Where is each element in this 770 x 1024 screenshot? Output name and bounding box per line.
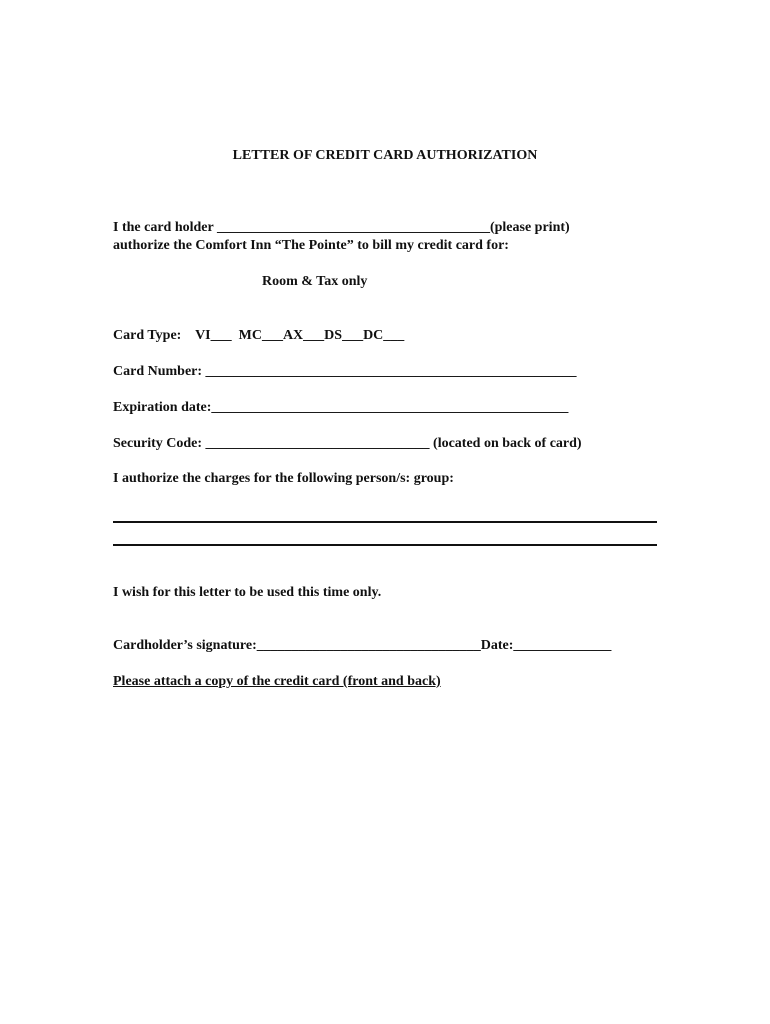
room-tax-only-label: Room & Tax only xyxy=(262,274,368,289)
cardholder-name-line[interactable]: I the card holder _______________________________________(please print) xyxy=(113,220,570,235)
security-code-line[interactable]: Security Code: ________________________________ (located on back of card) xyxy=(113,436,582,451)
authorize-billing-line: authorize the Comfort Inn “The Pointe” to bill my credit card for: xyxy=(113,238,509,253)
card-type-line[interactable]: Card Type: VI___ MC___AX___DS___DC___ xyxy=(113,328,405,343)
group-entry-rule-1[interactable] xyxy=(113,521,657,523)
signature-date-line[interactable]: Cardholder’s signature:________________________________Date:______________ xyxy=(113,638,612,653)
letter-title: LETTER OF CREDIT CARD AUTHORIZATION xyxy=(232,148,538,163)
authorize-charges-line: I authorize the charges for the following person/s: group: xyxy=(113,471,454,486)
group-entry-rule-2[interactable] xyxy=(113,544,657,546)
expiration-date-line[interactable]: Expiration date:___________________________________________________ xyxy=(113,400,569,415)
card-number-line[interactable]: Card Number: _____________________________________________________ xyxy=(113,364,577,379)
one-time-use-line: I wish for this letter to be used this time only. xyxy=(113,585,382,600)
attach-card-note: Please attach a copy of the credit card (front and back) xyxy=(113,674,441,689)
